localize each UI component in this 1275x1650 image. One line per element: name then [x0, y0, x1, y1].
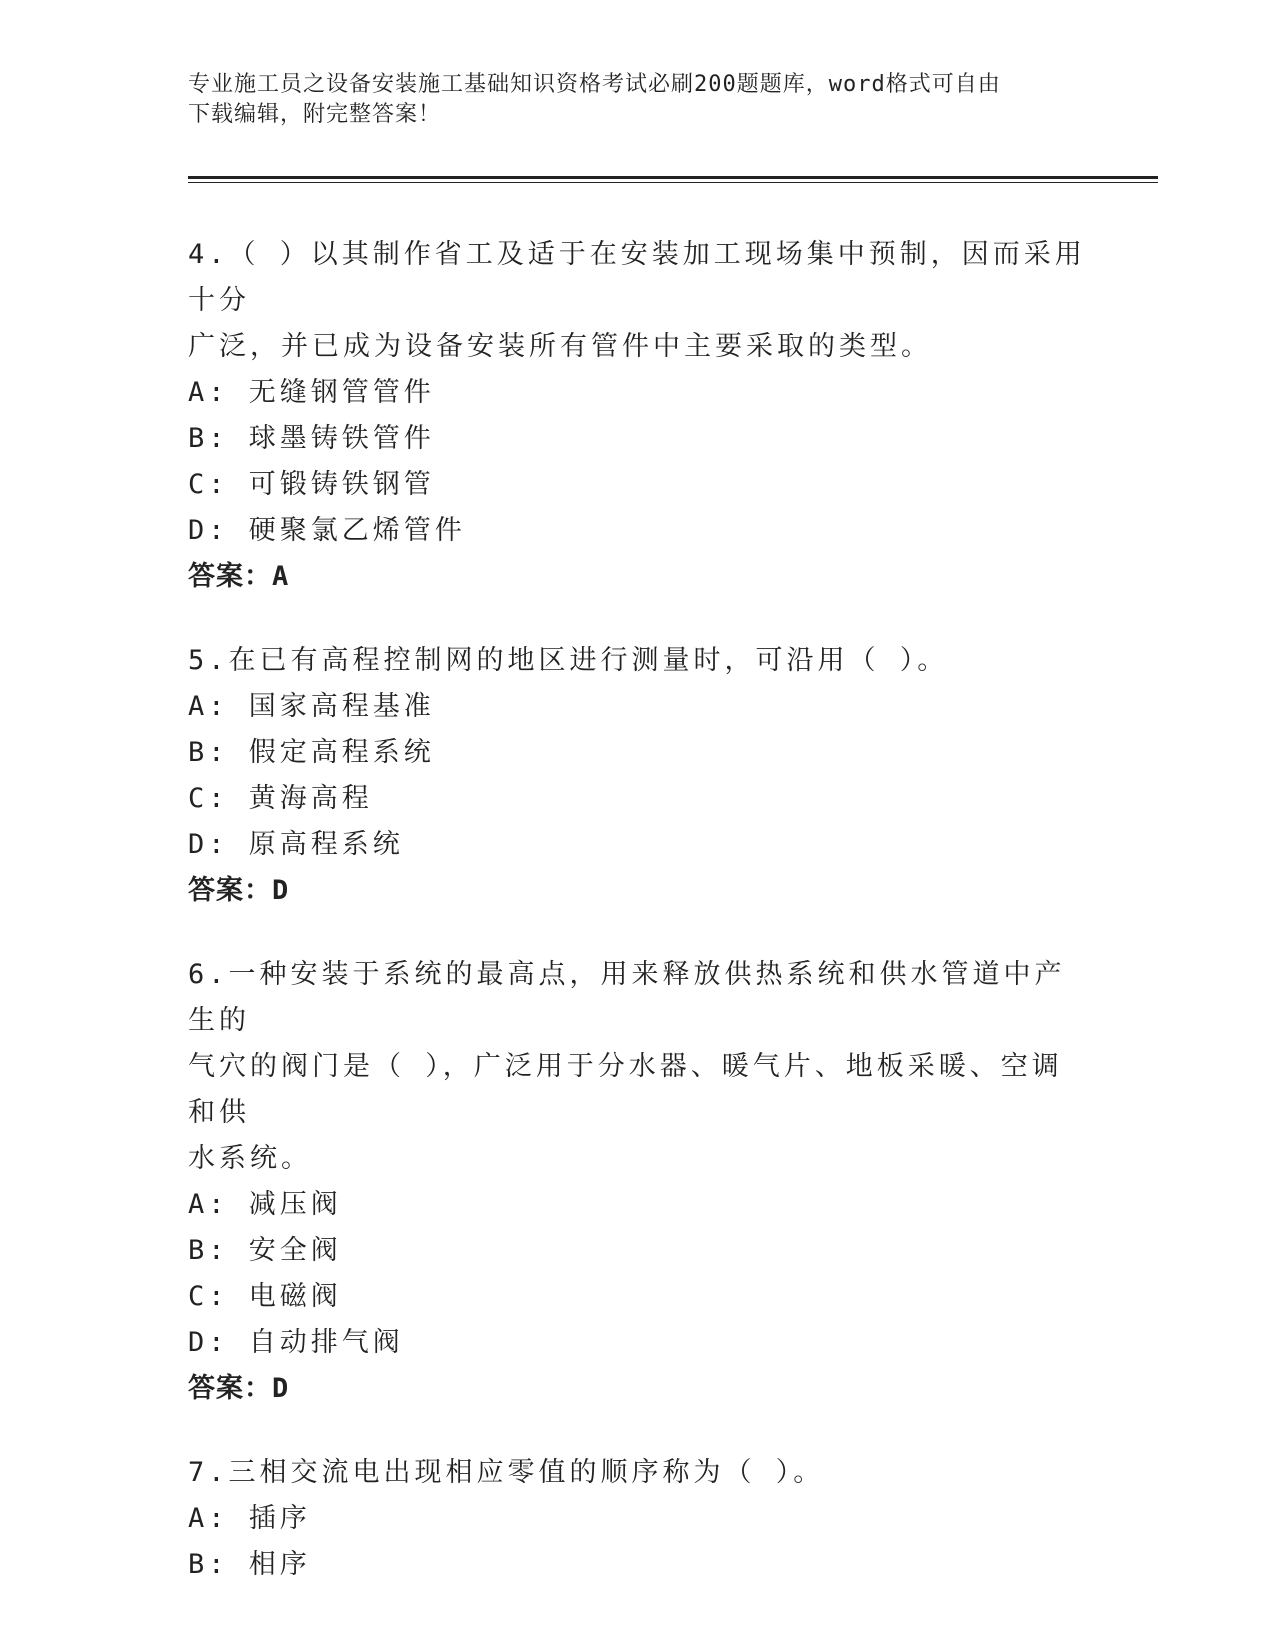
document-header: [188, 70, 1088, 130]
question-5: [188, 638, 1088, 914]
question-stem-line: 广泛，并已成为设备安装所有管件中主要采取的类型。: [188, 331, 932, 362]
question-stem-line: 4.（ ）以其制作省工及适于在安装加工现场集中预制，因而采用十分: [188, 239, 1086, 316]
question-6: [188, 952, 1088, 1412]
question-4: [188, 232, 1088, 600]
question-7: [188, 1450, 1088, 1588]
option-a: A: 减压阀: [188, 1189, 342, 1220]
header-title-line-2: 下载编辑，附完整答案！: [188, 102, 442, 127]
option-b: B: 球墨铸铁管件: [188, 423, 435, 454]
question-list: [188, 232, 1088, 1626]
header-divider-thick: [188, 176, 1158, 179]
question-stem-line: 5.在已有高程控制网的地区进行测量时，可沿用（ ）。: [188, 645, 949, 676]
question-stem-line: 6.一种安装于系统的最高点，用来释放供热系统和供水管道中产生的: [188, 959, 1066, 1036]
option-a: A: 无缝钢管管件: [188, 377, 435, 408]
answer: 答案：D: [188, 875, 290, 906]
question-stem-line: 气穴的阀门是（ ），广泛用于分水器、暖气片、地板采暖、空调和供: [188, 1051, 1063, 1128]
header-divider-thin: [188, 182, 1158, 183]
option-d: D: 自动排气阀: [188, 1327, 404, 1358]
option-c: C: 电磁阀: [188, 1281, 342, 1312]
option-d: D: 硬聚氯乙烯管件: [188, 515, 466, 546]
answer: 答案：A: [188, 561, 290, 592]
option-a: A: 插序: [188, 1503, 311, 1534]
option-c: C: 可锻铸铁钢管: [188, 469, 435, 500]
option-b: B: 安全阀: [188, 1235, 342, 1266]
option-c: C: 黄海高程: [188, 783, 373, 814]
option-b: B: 相序: [188, 1549, 311, 1580]
question-stem-line: 7.三相交流电出现相应零值的顺序称为（ ）。: [188, 1457, 825, 1488]
question-stem-line: 水系统。: [188, 1143, 312, 1174]
option-b: B: 假定高程系统: [188, 737, 435, 768]
option-d: D: 原高程系统: [188, 829, 404, 860]
header-title-line-1: 专业施工员之设备安装施工基础知识资格考试必刷200题题库，word格式可自由: [188, 72, 1001, 97]
option-a: A: 国家高程基准: [188, 691, 435, 722]
answer: 答案：D: [188, 1373, 290, 1404]
